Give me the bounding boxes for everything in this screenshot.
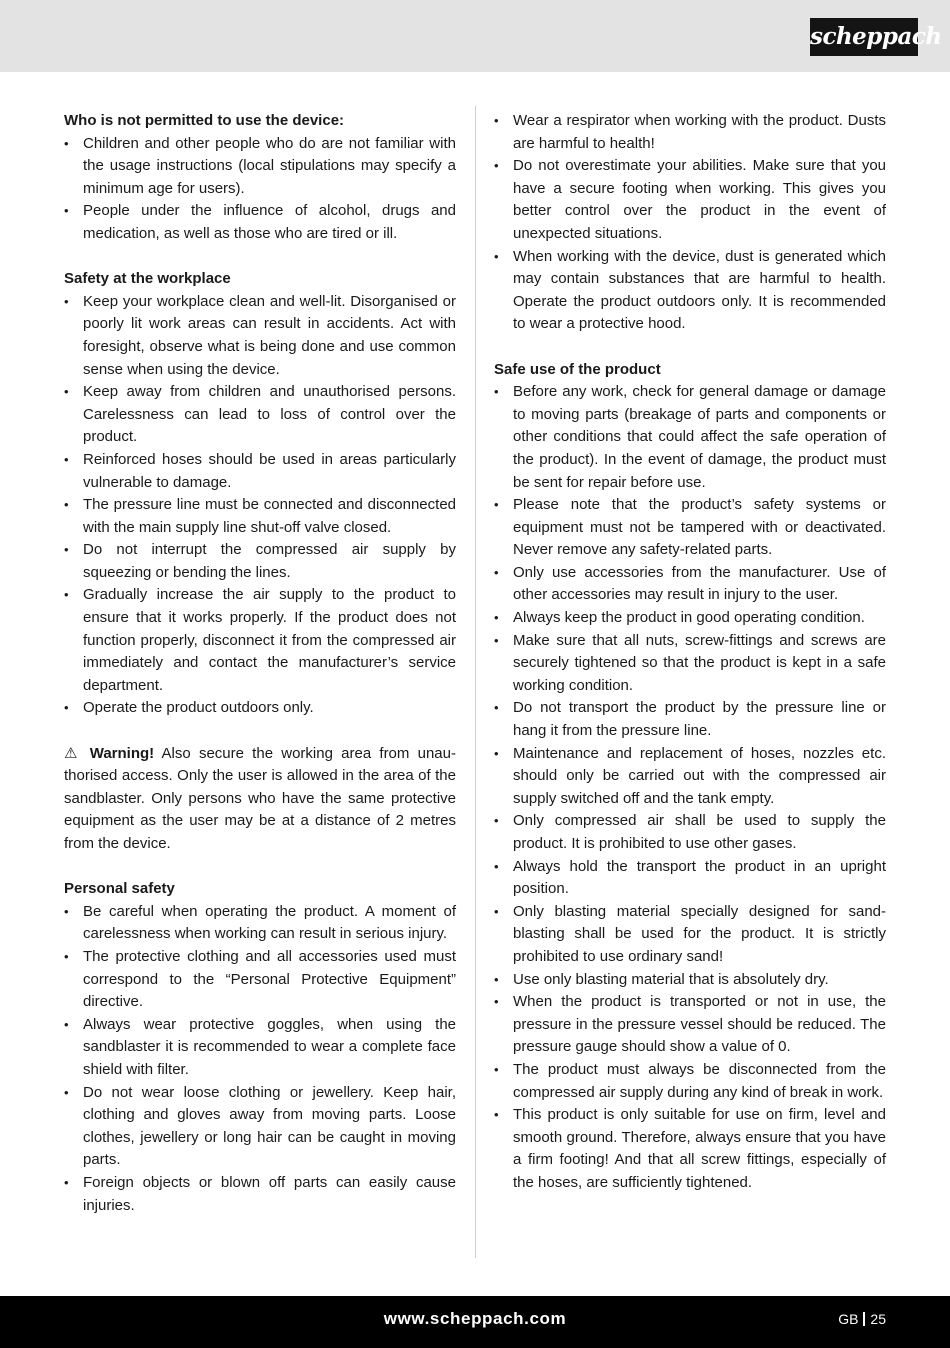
list-item: • Wear a respirator when working with the product. Dusts are harmful to health! [494,110,886,155]
page-separator [863,1312,865,1326]
list-item: • Always wear protective goggles, when using the sandblaster it is recommended to wear a complete face shield with filter. [64,1014,456,1082]
list-item: • Keep away from children and unauthorised persons. Carelessness can lead to loss of control over the product. [64,381,456,449]
list-item: • Only compressed air shall be used to supply the product. It is prohibited to use other gases. [494,810,886,855]
list-item: • Only use accessories from the manufacturer. Use of other accessories may result in injury to the user. [494,562,886,607]
list-item: • Do not interrupt the compressed air supply by squeezing or bending the lines. [64,539,456,584]
list-item: • Do not transport the product by the pressure line or hang it from the pressure line. [494,697,886,742]
footer-bar [0,1296,950,1348]
section-title-not-permitted: Who is not permitted to use the device: [64,112,345,129]
list-item: • Gradually increase the air supply to the product to ensure that it works properly. If the product does not function properly, disconnect it from the compressed air immediately and contact the manufacturer’s service department. [64,584,456,697]
left-column [64,110,456,1217]
right-column [494,110,886,1195]
page-indicator [838,1296,886,1342]
section-title-workplace-safety: Safety at the workplace [64,270,231,288]
list-item: • Children and other people who do are not familiar with the usage instructions (local stipulations may specify a minimum age for users). [64,133,456,201]
list-item: • Do not overestimate your abilities. Make sure that you have a secure footing when working. This gives you better control over the product in the event of unexpected situations. [494,155,886,245]
section-title-personal-safety: Personal safety [64,880,175,898]
section-title-safe-use: Safe use of the product [494,360,661,378]
list-item: • The pressure line must be connected and disconnected with the main supply line shut-off valve closed. [64,494,456,539]
list-item: • Reinforced hoses should be used in areas particularly vulnerable to damage. [64,449,456,494]
list-item: • Make sure that all nuts, screw-fittings and screws are securely tightened so that the product is kept in a safe working condition. [494,630,886,698]
warning-triangle-icon: ⚠ [64,744,82,762]
warning-text: Also secure the working area from unauthorised access. Only the user is allowed in the area of the sandblaster. Only persons who have the same protective equipment as the user may be at a distance of 2 metres from the device. [64,744,456,852]
list-item: • Before any work, check for general damage or damage to moving parts (breakage of parts and components or other conditions that could affect the safe operation of the product). In the event of damage, the product must be sent for repair before use. [494,381,886,494]
list-item: • Maintenance and replacement of hoses, nozzles etc. should only be carried out with the compressed air supply switched off and the tank empty. [494,743,886,811]
personal-safety-list-continued [494,110,886,336]
list-item: • When the product is transported or not in use, the pressure in the pressure vessel should be reduced. The pressure gauge should show a value of 0. [494,991,886,1059]
warning-label: Warning! [89,744,155,762]
language-code: GB [838,1311,859,1327]
list-item: • When working with the device, dust is generated which may contain substances that are harmful to health. Operate the product outdoors only. It is recommended to wear a protective hood. [494,246,886,336]
safe-use-list [494,381,886,1194]
list-item: • Be careful when operating the product. A moment of carelessness when working can result in serious injury. [64,901,456,946]
list-item: • The protective clothing and all accessories used must correspond to the “Personal Protective Equipment” directive. [64,946,456,1014]
list-item: • Always keep the product in good operating condition. [494,607,886,630]
warning-paragraph [64,743,456,856]
personal-safety-list [64,901,456,1217]
list-item: • This product is only suitable for use on firm, level and smooth ground. Therefore, always ensure that you have a firm footing! And that all screw fittings, especially of the hoses, are sufficiently tightened. [494,1104,886,1194]
list-item: • Foreign objects or blown off parts can easily cause injuries. [64,1172,456,1217]
list-item: • Do not wear loose clothing or jewellery. Keep hair, clothing and gloves away from moving parts. Loose clothes, jewellery or long hair can be caught in moving parts. [64,1082,456,1172]
page-number: 25 [870,1311,886,1327]
website-url: www.scheppach.com [383,1309,567,1328]
list-item: • People under the influence of alcohol, drugs and medication, as well as those who are tired or ill. [64,200,456,245]
list-item: • The product must always be disconnected from the compressed air supply during any kind of break in work. [494,1059,886,1104]
list-item: • Always hold the transport the product in an upright position. [494,856,886,901]
list-item: • Only blasting material specially designed for sandblasting shall be used for the product. It is strictly prohibited to use ordinary sand! [494,901,886,969]
list-item: • Operate the product outdoors only. [64,697,456,720]
list-item: • Use only blasting material that is absolutely dry. [494,969,886,992]
scheppach-logo: scheppach [810,18,918,56]
list-item: • Keep your workplace clean and well-lit. Disorganised or poorly lit work areas can result in accidents. Act with foresight, observe what is being done and use common sense when using the device. [64,291,456,381]
not-permitted-list [64,133,456,246]
column-divider [475,106,476,1258]
list-item: • Please note that the product’s safety systems or equipment must not be tampered with or deactivated. Never remove any safety-related parts. [494,494,886,562]
workplace-safety-list [64,291,456,720]
header-band [0,0,950,72]
